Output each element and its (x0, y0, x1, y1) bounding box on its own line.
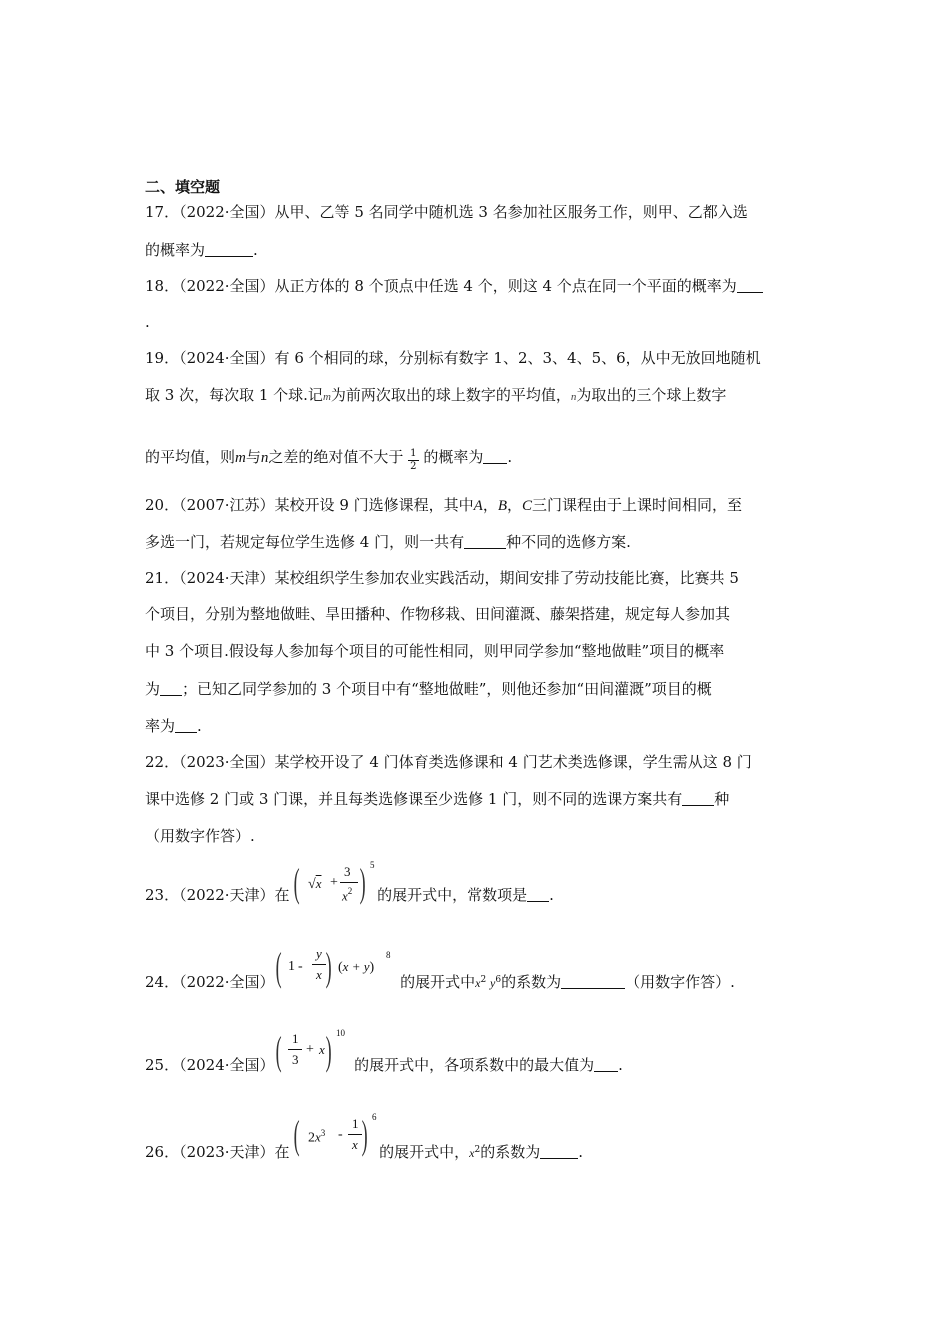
answer-blank[interactable] (682, 791, 714, 806)
q21-line-4: 为 ；已知乙同学参加的 3 个项目中有“整地做畦”，则他还参加“田间灌溉”项目的概 (145, 680, 712, 698)
q26-line: 26．（2023·天津）在 的展开式中，$x^2$的系数为 . (145, 1143, 583, 1161)
q20-line-1: 20．（2007·江苏）某校开设 9 门选修课程，其中A，B，C三门课程由于上课时间相同，至 (145, 496, 743, 514)
fraction-one-half: $\frac{1}{2}$ (410, 448, 417, 472)
answer-blank[interactable] (464, 534, 506, 549)
q22-line-2: 课中选修 2 门或 3 门课，并且每类选修课至少选修 1 门，则不同的选课方案共有 种 (145, 790, 730, 808)
section-heading: 二、填空题 (145, 178, 221, 196)
q21-line-5: 率为 . (145, 717, 202, 735)
q25-line: 25．（2024·全国） 的展开式中，各项系数中的最大值为 . (145, 1056, 623, 1074)
q19-line-1: 19．（2024·全国）有 6 个相同的球，分别标有数字 1、2、3、4、5、6，从中无放回地随机 (145, 349, 761, 367)
q17-line-1: 17．（2022·全国）从甲、乙等 5 名同学中随机选 3 名参加社区服务工作，则甲、乙都入选 (145, 203, 748, 221)
answer-blank[interactable] (160, 681, 182, 696)
q20-line-2: 多选一门，若规定每位学生选修 4 门，则一共有 种不同的选修方案. (145, 533, 631, 551)
answer-blank[interactable] (483, 449, 507, 464)
answer-blank[interactable] (594, 1057, 618, 1072)
q22-line-3: （用数字作答）. (145, 827, 255, 845)
q18-line-1: 18．（2022·全国）从正方体的 8 个顶点中任选 4 个，则这 4 个点在同一个平面的概率为 (145, 276, 763, 296)
q19-line-3: 的平均值，则m与n之差的绝对值不大于 $\frac{1}{2}$ 的概率为 . (145, 448, 513, 472)
q25-expression: ( 1 3 + x ) 10 (275, 1028, 345, 1073)
q23-line: 23．（2022·天津）在 的展开式中，常数项是 . (145, 886, 554, 904)
q23-expression: ( √x + 3 $x^2$ ) 5 (293, 860, 375, 905)
q22-line-1: 22．（2023·全国）某学校开设了 4 门体育类选修课和 4 门艺术类选修课，学生需从这 8 门 (145, 753, 752, 771)
answer-blank[interactable] (737, 278, 763, 293)
q18-line-2: . (145, 313, 150, 331)
answer-blank[interactable] (175, 718, 197, 733)
q19-line-2: 取 3 次，每次取 1 个球.记m为前两次取出的球上数字的平均值，n为取出的三个球上数字 (145, 386, 727, 404)
q21-line-2: 个项目，分别为整地做畦、旱田播种、作物移栽、田间灌溉、藤架搭建，规定每人参加其 (145, 605, 731, 623)
q26-expression: ( $2x^3$ - 1 x ) 6 (293, 1112, 377, 1157)
answer-blank[interactable] (540, 1144, 578, 1159)
q21-line-3: 中 3 个项目.假设每人参加每个项目的可能性相同，则甲同学参加“整地做畦”项目的概率 (145, 642, 725, 660)
q21-line-1: 21．（2024·天津）某校组织学生参加农业实践活动，期间安排了劳动技能比赛，比赛共 5 (145, 569, 739, 587)
q24-line: 24．（2022·全国） 的展开式中$x^2$ $y^6$的系数为 （用数字作答）. (145, 973, 735, 991)
q17-line-2: 的概率为 . (145, 241, 258, 259)
answer-blank[interactable] (205, 242, 253, 257)
answer-blank[interactable] (527, 887, 549, 902)
answer-blank[interactable] (561, 974, 625, 989)
q24-expression: ( 1 - y x ) (x + y) 8 (275, 944, 391, 989)
